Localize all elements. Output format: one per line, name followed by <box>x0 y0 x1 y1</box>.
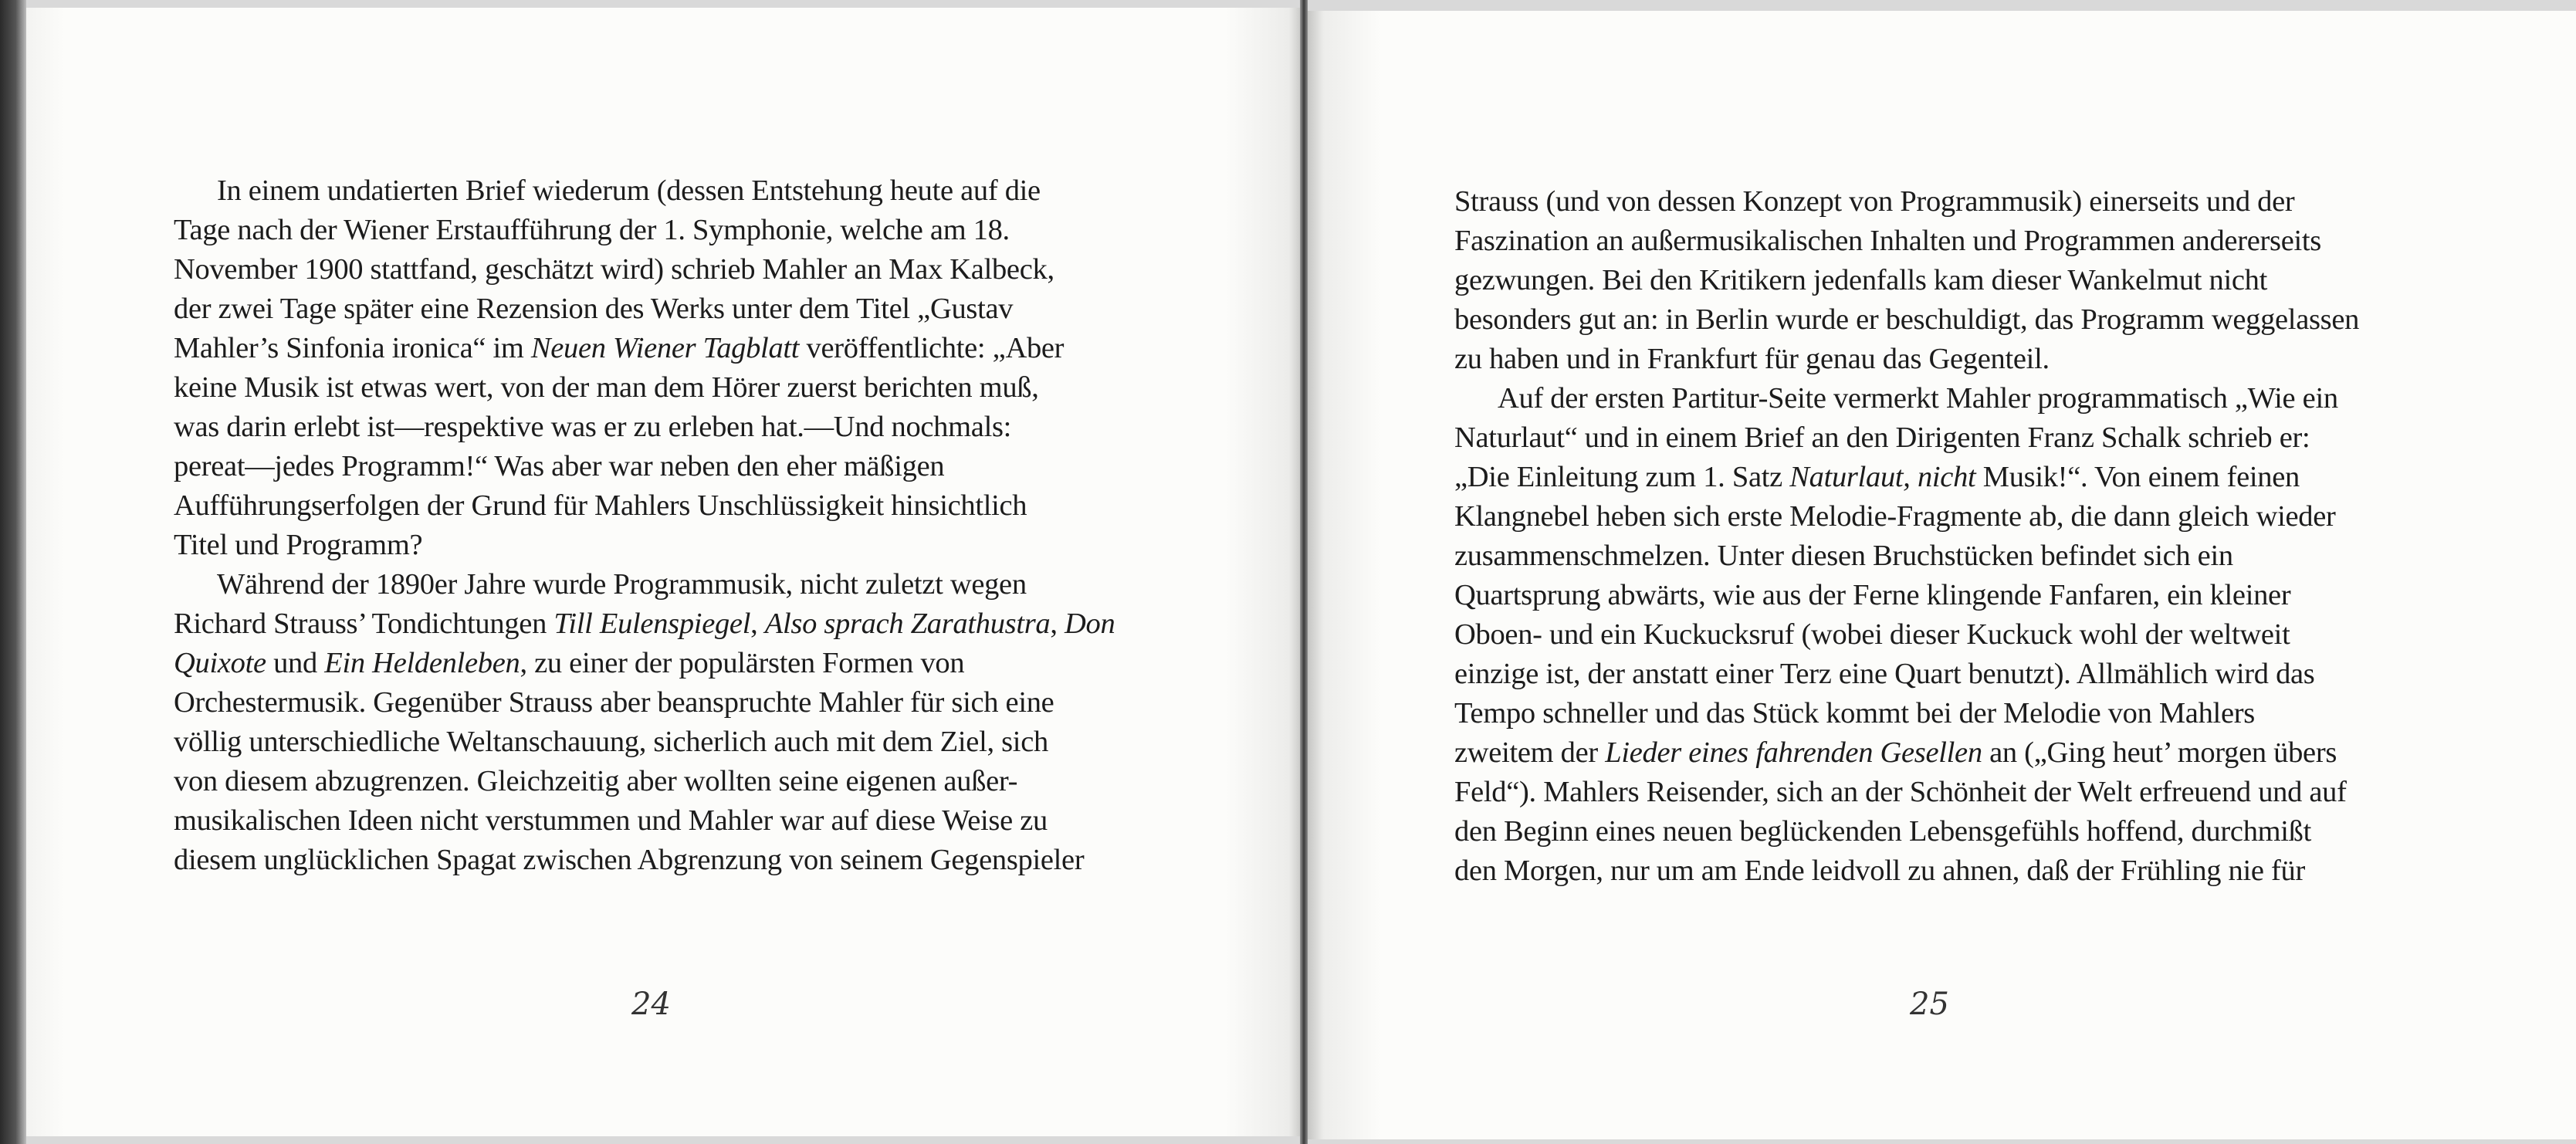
text-line <box>174 683 1115 723</box>
line-text: veröffentlichte: „Aber <box>799 332 1065 364</box>
line-text: pereat—jedes Programm!“ Was aber war neben den eher mäßigen <box>174 450 945 482</box>
line-text: zusammenschmelzen. Unter diesen Bruchstücken befindet sich ein <box>1454 540 2233 572</box>
line-text: völlig unterschiedliche Weltanschauung, sicherlich auch mit dem Ziel, sich <box>174 726 1048 758</box>
line-text: Oboen- und ein Kuckucksruf (wobei dieser Kuckuck wohl der weltweit <box>1454 618 2290 651</box>
italic-title-text: Ein Heldenleben <box>324 647 520 679</box>
text-line <box>1454 379 2359 418</box>
text-line <box>1454 773 2359 812</box>
text-line <box>1454 812 2359 851</box>
text-line <box>174 211 1115 250</box>
line-text: diesem unglücklichen Spagat zwischen Abgrenzung von seinem Gegenspieler <box>174 844 1085 876</box>
text-line <box>174 171 1115 211</box>
italic-title-text: Quixote <box>174 647 266 679</box>
italic-title-text: Lieder eines fahrenden Gesellen <box>1605 736 1982 769</box>
line-text: , zu einer der populärsten Formen von <box>520 647 965 679</box>
text-line <box>174 408 1115 447</box>
text-line <box>174 565 1115 604</box>
line-text: Naturlaut“ und in einem Brief an den Dirigenten Franz Schalk schrieb er: <box>1454 421 2310 454</box>
line-text: Orchestermusik. Gegenüber Strauss aber beanspruchte Mahler für sich eine <box>174 686 1054 719</box>
line-text: Mahler’s Sinfonia ironica“ im <box>174 332 531 364</box>
line-text: November 1900 stattfand, geschätzt wird) schrieb Mahler an Max Kalbeck, <box>174 253 1054 286</box>
line-text: Tage nach der Wiener Erstaufführung der 1. Symphonie, welche am 18. <box>174 214 1010 246</box>
text-line <box>174 801 1115 841</box>
line-text: Auf der ersten Partitur-Seite vermerkt Mahler programmatisch „Wie ein <box>1498 382 2338 415</box>
line-text: „Die Einleitung zum 1. Satz <box>1454 461 1790 493</box>
text-line <box>1454 300 2359 340</box>
italic-title-text: Till Eulenspiegel <box>553 608 751 640</box>
text-line <box>1454 182 2359 222</box>
line-text: zweitem der <box>1454 736 1606 769</box>
line-text: den Beginn eines neuen beglückenden Lebensgefühls hoffend, durchmißt <box>1454 815 2312 848</box>
italic-title-text: Don <box>1065 608 1115 640</box>
line-text: Feld“). Mahlers Reisender, sich an der Schönheit der Welt erfreuend und auf <box>1454 776 2347 808</box>
text-line <box>1454 261 2359 300</box>
left-page-body <box>174 171 1115 880</box>
text-line <box>174 447 1115 486</box>
text-line <box>174 368 1115 408</box>
line-text: der zwei Tage später eine Rezension des Werks unter dem Titel „Gustav <box>174 293 1014 325</box>
text-line <box>1454 655 2359 694</box>
line-text: Faszination an außermusikalischen Inhalten und Programmen andererseits <box>1454 225 2321 257</box>
text-line <box>174 486 1115 526</box>
text-line <box>1454 733 2359 773</box>
text-line <box>1454 576 2359 615</box>
line-text: gezwungen. Bei den Kritikern jedenfalls kam dieser Wankelmut nicht <box>1454 264 2267 296</box>
line-text: keine Musik ist etwas wert, von der man dem Hörer zuerst berichten muß, <box>174 371 1039 404</box>
italic-title-text: Naturlaut, nicht <box>1789 461 1976 493</box>
line-text: Quartsprung abwärts, wie aus der Ferne klingende Fanfaren, ein kleiner <box>1454 579 2291 611</box>
page-number-left: 24 <box>631 987 671 1022</box>
text-line <box>174 250 1115 289</box>
line-text: was darin erlebt ist—respektive was er zu erleben hat.—Und nochmals: <box>174 411 1012 443</box>
line-text: Tempo schneller und das Stück kommt bei der Melodie von Mahlers <box>1454 697 2255 729</box>
text-line <box>1454 536 2359 576</box>
text-line <box>1454 418 2359 458</box>
text-line <box>1454 497 2359 536</box>
text-line <box>1454 615 2359 655</box>
text-line <box>174 289 1115 329</box>
line-text: musikalischen Ideen nicht verstummen und Mahler war auf diese Weise zu <box>174 804 1048 837</box>
line-text: , <box>1050 608 1065 640</box>
line-text: Aufführungserfolgen der Grund für Mahlers Unschlüssigkeit hinsichtlich <box>174 489 1027 522</box>
text-line <box>174 762 1115 801</box>
text-line <box>174 526 1115 565</box>
line-text: von diesem abzugrenzen. Gleichzeitig aber wollten seine eigenen außer- <box>174 765 1018 797</box>
line-text: , <box>750 608 765 640</box>
line-text: einzige ist, der anstatt einer Terz eine Quart benutzt). Allmählich wird das <box>1454 658 2315 690</box>
text-line <box>174 644 1115 683</box>
book-gutter <box>1300 0 1308 1144</box>
line-text: den Morgen, nur um am Ende leidvoll zu ahnen, daß der Frühling nie für <box>1454 855 2306 887</box>
italic-title-text: Also sprach Zarathustra <box>764 608 1051 640</box>
line-text: Während der 1890er Jahre wurde Programmusik, nicht zuletzt wegen <box>217 568 1027 601</box>
line-text: Musik!“. Von einem feinen <box>1975 461 2300 493</box>
line-text: besonders gut an: in Berlin wurde er beschuldigt, das Programm weggelassen <box>1454 303 2360 336</box>
italic-title-text: Neuen Wiener Tagblatt <box>530 332 800 364</box>
text-line <box>174 604 1115 644</box>
line-text: zu haben und in Frankfurt für genau das Gegenteil. <box>1454 343 2050 375</box>
line-text: Klangnebel heben sich erste Melodie-Fragmente ab, die dann gleich wieder <box>1454 500 2336 533</box>
book-edge <box>0 0 26 1144</box>
line-text: Richard Strauss’ Tondichtungen <box>174 608 554 640</box>
text-line <box>174 723 1115 762</box>
line-text: Strauss (und von dessen Konzept von Programmusik) einerseits und der <box>1454 185 2295 218</box>
text-line <box>174 329 1115 368</box>
text-line <box>1454 458 2359 497</box>
text-line <box>174 841 1115 880</box>
right-page-body <box>1454 182 2359 891</box>
text-line <box>1454 851 2359 891</box>
line-text: Titel und Programm? <box>174 529 423 561</box>
text-line <box>1454 222 2359 261</box>
text-line <box>1454 694 2359 733</box>
text-line <box>1454 340 2359 379</box>
line-text: In einem undatierten Brief wiederum (dessen Entstehung heute auf die <box>217 174 1041 207</box>
page-number-right: 25 <box>1910 987 1949 1022</box>
line-text: an („Ging heut’ morgen übers <box>1982 736 2337 769</box>
line-text: und <box>266 647 325 679</box>
